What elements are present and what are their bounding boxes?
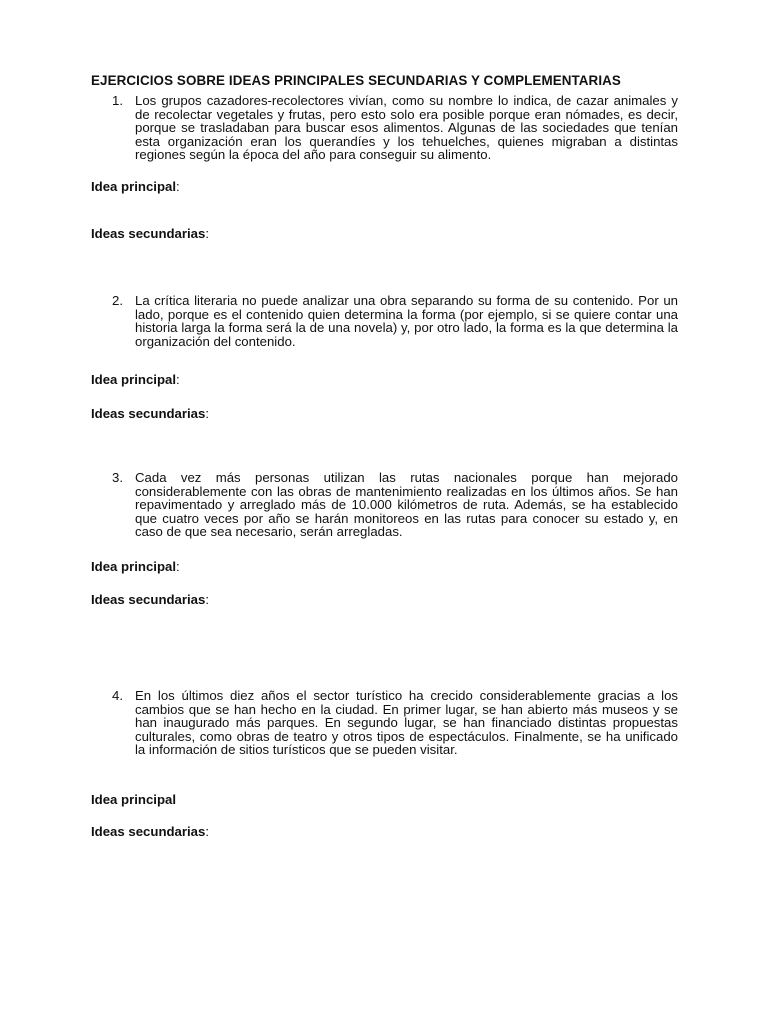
- exercise-4: [112, 689, 678, 773]
- secondary-ideas-label-3: [91, 592, 209, 607]
- secondary-ideas-colon: :: [205, 226, 210, 241]
- main-idea-label-1: [91, 179, 180, 194]
- secondary-ideas-label-2: [91, 406, 209, 421]
- secondary-ideas-colon: :: [205, 824, 210, 839]
- exercise-number: 2.: [112, 293, 123, 308]
- secondary-ideas-label-text: Ideas secundarias: [91, 592, 206, 607]
- exercise-number: 1.: [112, 93, 123, 108]
- exercise-1: [112, 94, 678, 176]
- secondary-ideas-colon: :: [205, 592, 210, 607]
- main-idea-label-text: Idea principal: [91, 559, 177, 574]
- main-idea-colon: :: [176, 559, 180, 574]
- main-idea-colon: :: [176, 179, 180, 194]
- main-idea-label-3: [91, 559, 180, 574]
- exercise-number: 4.: [112, 688, 123, 703]
- main-idea-label-2: [91, 372, 180, 387]
- exercise-text: En los últimos diez años el sector turístico ha crecido considerablemente gracias a los cambios que se han hecho en la ciudad. En primer lugar, se han abierto más museos y se han inaugurado más parques. En segundo lugar, se han financiado distintas propuestas culturales, como obras de teatro y otros tipos de espectáculos. Finalmente, se ha unificado la información de sitios turísticos que se pueden visitar.: [135, 688, 678, 758]
- exercise-3: [112, 471, 678, 541]
- exercise-text: La crítica literaria no puede analizar una obra separando su forma de su contenido. Por un lado, porque es el contenido quien determina la forma (por ejemplo, si se quiere contar una historia larga la forma será la de una novela) y, por otro lado, la forma es la que determina la organización del contenido.: [135, 293, 678, 349]
- exercise-text: Cada vez más personas utilizan las rutas nacionales porque han mejorado considerablemente con las obras de mantenimiento realizadas en los últimos años. Se han repavimentado y arreglado más de 10.000 kilómetros de ruta. Además, se ha establecido que cuatro veces por año se harán monitoreos en las rutas para conocer su estado y, en caso de que sea necesario, serán arregladas.: [135, 470, 678, 540]
- secondary-ideas-colon: :: [205, 406, 210, 421]
- exercise-2: [112, 294, 678, 350]
- exercise-text: Los grupos cazadores-recolectores vivían, como su nombre lo indica, de cazar animales y de recolectar vegetales y frutas, pero esto solo era posible porque eran nómades, es decir, porque se trasladaban para buscar esos alimentos. Algunas de las sociedades que tenían esta organización eran los querandíes y los tehuelches, quienes migraban a distintas regiones según la época del año para conseguir su alimento.: [135, 93, 678, 163]
- main-idea-label-4: [91, 792, 176, 807]
- main-idea-label-text: Idea principal: [91, 372, 177, 387]
- secondary-ideas-label-text: Ideas secundarias: [91, 226, 206, 241]
- secondary-ideas-label-4: [91, 824, 209, 839]
- exercise-number: 3.: [112, 470, 123, 485]
- secondary-ideas-label-1: [91, 226, 209, 241]
- main-idea-colon: :: [176, 372, 180, 387]
- secondary-ideas-label-text: Ideas secundarias: [91, 406, 206, 421]
- main-idea-label-text: Idea principal: [91, 792, 177, 807]
- main-idea-label-text: Idea principal: [91, 179, 177, 194]
- document-title: EJERCICIOS SOBRE IDEAS PRINCIPALES SECUNDARIAS Y COMPLEMENTARIAS: [91, 73, 621, 88]
- secondary-ideas-label-text: Ideas secundarias: [91, 824, 206, 839]
